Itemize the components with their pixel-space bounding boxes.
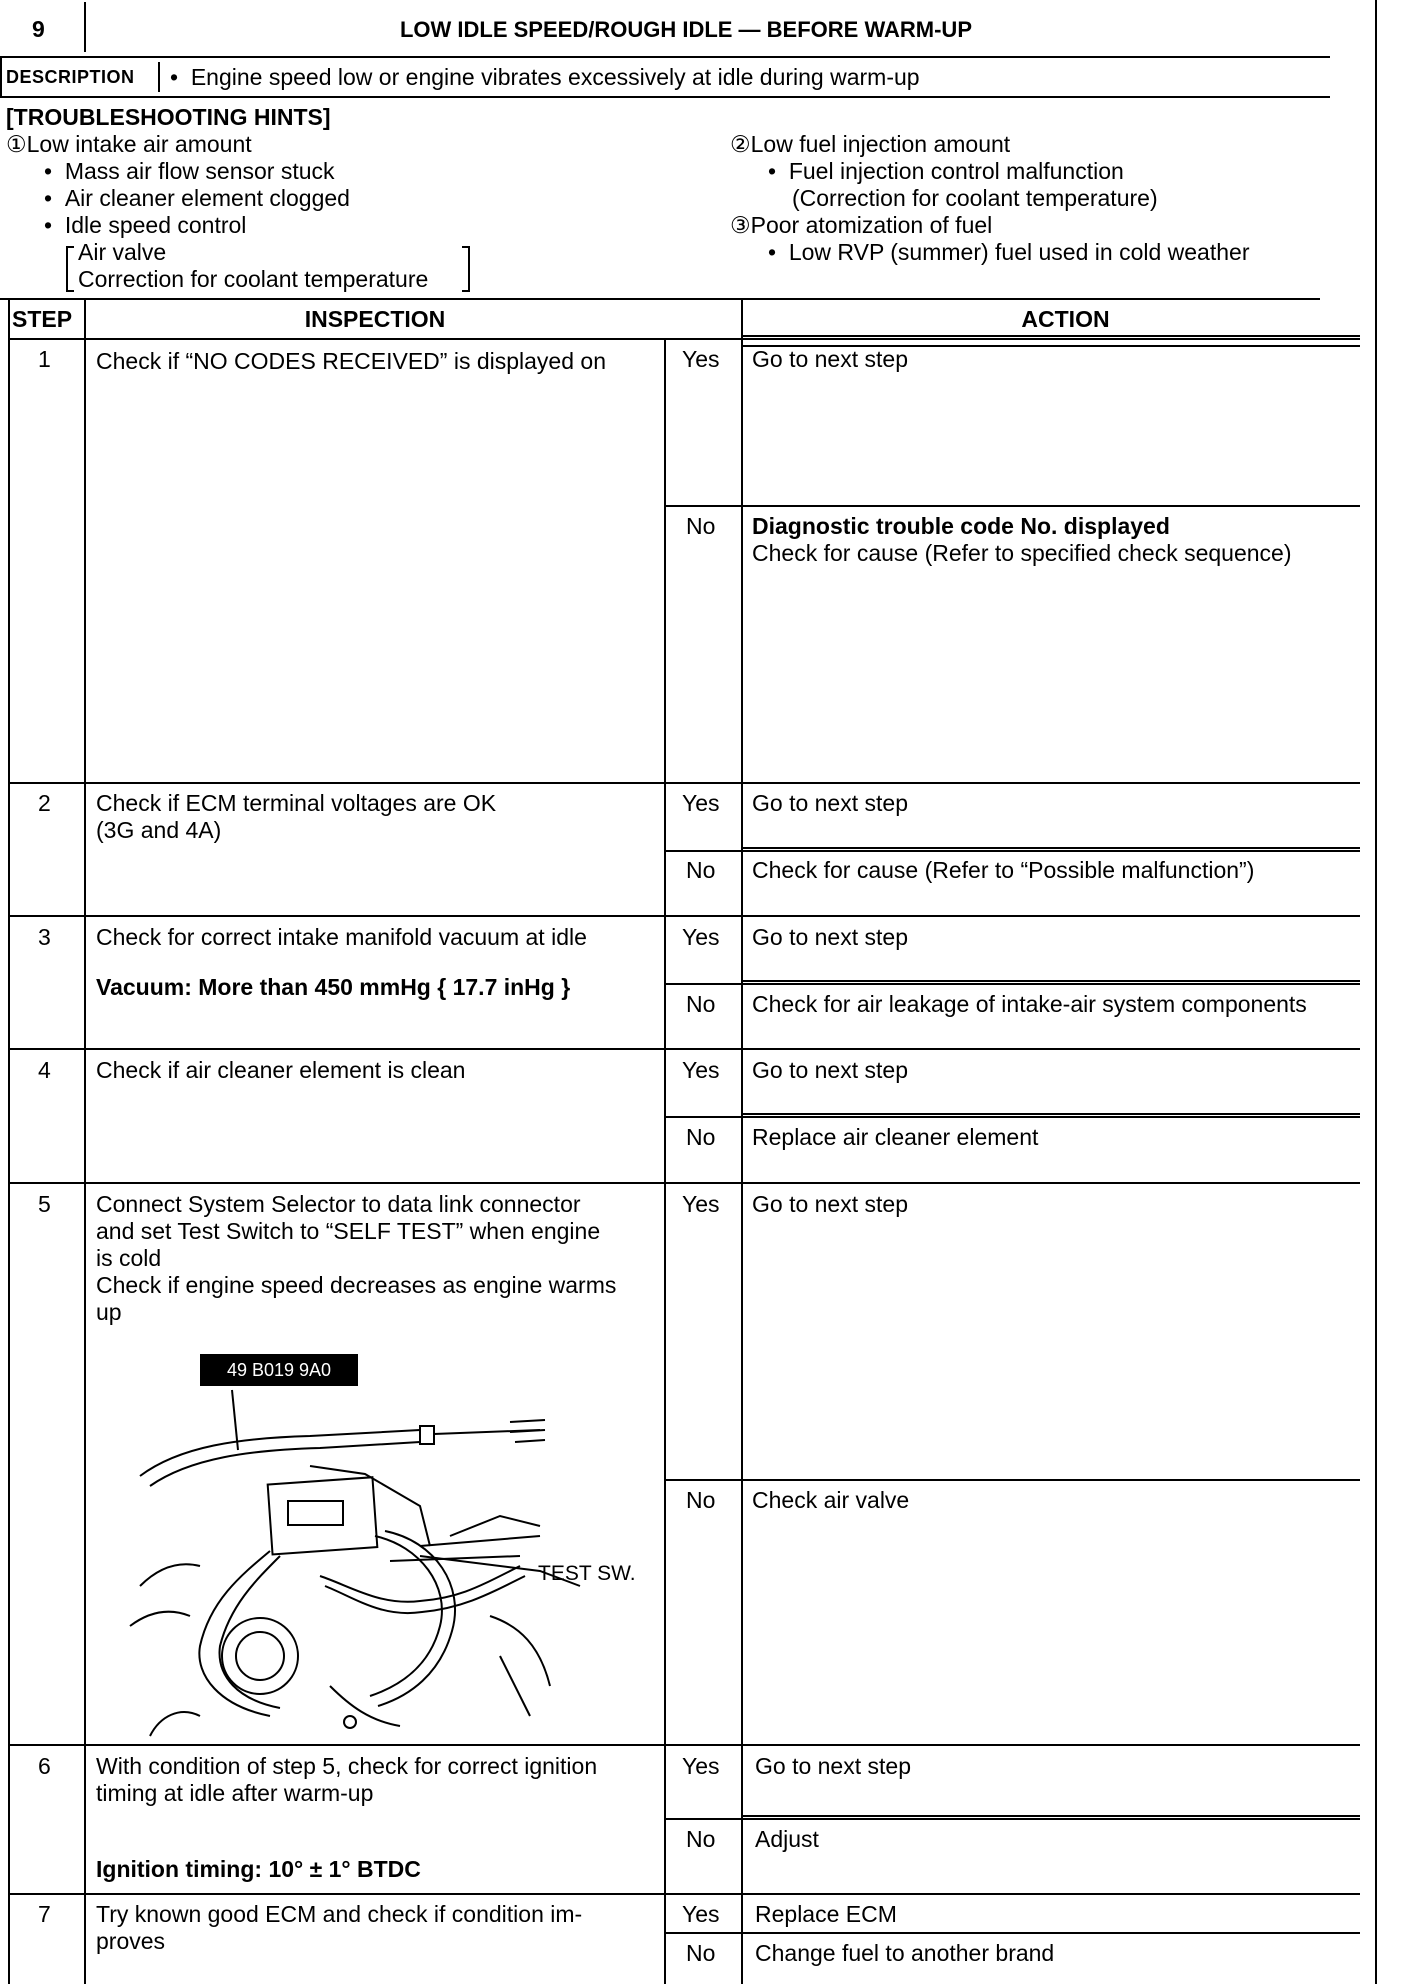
step-5-inspection-line-2: and set Test Switch to “SELF TEST” when engine	[96, 1218, 601, 1244]
hint-1-item-2-text: Air cleaner element clogged	[64, 185, 350, 211]
num-1-icon: ①	[6, 131, 27, 157]
bullet-icon: •	[170, 64, 179, 90]
step-7-no-action: Change fuel to another brand	[755, 1940, 1055, 1966]
step-7-inspection-line-1: Try known good ECM and check if condition im-	[96, 1901, 583, 1927]
hint-3-item: • Low RVP (summer) fuel used in cold weather	[768, 239, 1250, 265]
header-action: ACTION	[1021, 306, 1110, 332]
hint-1-item-1-text: Mass air flow sensor stuck	[64, 158, 335, 184]
step-4-yes-action: Go to next step	[752, 1057, 908, 1083]
num-2-icon: ②	[730, 131, 751, 157]
step-7-yes-action: Replace ECM	[755, 1901, 897, 1927]
step-2-inspection-line-2: (3G and 4A)	[96, 817, 222, 843]
step-3-yes: Yes	[682, 924, 720, 950]
step-6-inspection-line-2: timing at idle after warm-up	[96, 1780, 374, 1806]
step-5-yes-action: Go to next step	[752, 1191, 908, 1217]
hint-3	[730, 212, 1249, 239]
hint-1-sub-1: Air valve	[78, 239, 167, 265]
step-4-inspection: Check if air cleaner element is clean	[96, 1057, 466, 1083]
hint-1-title: Low intake air amount	[26, 131, 252, 157]
step-1-no-action: Check for cause (Refer to specified check sequence)	[752, 540, 1292, 566]
step-3-inspection: Check for correct intake manifold vacuum at idle	[96, 924, 587, 950]
hint-1-sub-2: Correction for coolant temperature	[78, 266, 429, 292]
step-4-number: 4	[38, 1057, 51, 1083]
step-7-no: No	[686, 1940, 716, 1966]
hint-2	[730, 131, 1249, 158]
hint-1-item-2: • Air cleaner element clogged	[44, 185, 350, 211]
step-6-inspection-line-1: With condition of step 5, check for correct ignition	[96, 1753, 598, 1779]
page-title: LOW IDLE SPEED/ROUGH IDLE — BEFORE WARM-UP	[399, 17, 972, 42]
hint-3-title: Poor atomization of fuel	[750, 212, 993, 238]
step-2-no: No	[686, 857, 716, 883]
step-6-yes: Yes	[682, 1753, 720, 1779]
step-1-no-action-title: Diagnostic trouble code No. displayed	[752, 513, 1170, 539]
step-6-no: No	[686, 1826, 716, 1852]
step-2-inspection-line-1: Check if ECM terminal voltages are OK	[96, 790, 497, 816]
step-3-number: 3	[38, 924, 51, 950]
step-6-inspection	[96, 1753, 597, 1807]
test-switch-label: TEST SW.	[538, 1562, 636, 1585]
step-5-inspection-line-5: up	[96, 1299, 122, 1325]
step-2-no-action: Check for cause (Refer to “Possible malfunction”)	[752, 857, 1255, 883]
step-5-no-action: Check air valve	[752, 1487, 910, 1513]
step-6-spec: Ignition timing: 10° ± 1° BTDC	[96, 1856, 421, 1882]
step-2-yes-action: Go to next step	[752, 790, 908, 816]
step-3-yes-action: Go to next step	[752, 924, 908, 950]
step-2-inspection	[96, 790, 496, 844]
step-6-yes-action: Go to next step	[755, 1753, 911, 1779]
hint-1	[6, 131, 428, 158]
step-7-yes: Yes	[682, 1901, 720, 1927]
step-2-number: 2	[38, 790, 51, 816]
step-6-number: 6	[38, 1753, 51, 1779]
hint-1-item-3: • Idle speed control	[44, 212, 247, 238]
step-5-no: No	[686, 1487, 716, 1513]
step-7-number: 7	[38, 1901, 51, 1927]
left-bracket-icon	[66, 246, 74, 292]
step-4-yes: Yes	[682, 1057, 720, 1083]
header-inspection: INSPECTION	[304, 306, 446, 332]
step-3-no-action: Check for air leakage of intake-air system components	[752, 991, 1307, 1017]
step-3-spec: Vacuum: More than 450 mmHg { 17.7 inHg }	[96, 974, 571, 1000]
step-1-number: 1	[38, 346, 51, 372]
step-1-inspection: Check if “NO CODES RECEIVED” is displayed on	[96, 348, 606, 374]
step-5-inspection-line-1: Connect System Selector to data link connector	[96, 1191, 581, 1217]
step-1-no: No	[686, 513, 716, 539]
hint-3-item-text: Low RVP (summer) fuel used in cold weather	[788, 239, 1250, 265]
num-3-icon: ③	[730, 212, 751, 238]
header-step: STEP	[12, 306, 73, 332]
step-5-inspection	[96, 1191, 616, 1326]
step-4-no: No	[686, 1124, 716, 1150]
hint-1-item-1: • Mass air flow sensor stuck	[44, 158, 335, 184]
step-5-inspection-line-4: Check if engine speed decreases as engine warms	[96, 1272, 617, 1298]
hints-title: [TROUBLESHOOTING HINTS]	[6, 104, 331, 130]
step-4-no-action: Replace air cleaner element	[752, 1124, 1039, 1150]
step-2-yes: Yes	[682, 790, 720, 816]
description-label: DESCRIPTION	[6, 67, 135, 87]
step-7-inspection-line-2: proves	[96, 1928, 166, 1954]
step-5-number: 5	[38, 1191, 51, 1217]
step-7-inspection	[96, 1901, 582, 1955]
hint-2-note: (Correction for coolant temperature)	[792, 185, 1158, 211]
hint-2-item: • Fuel injection control malfunction	[768, 158, 1124, 184]
hint-2-title: Low fuel injection amount	[750, 131, 1011, 157]
right-bracket-icon	[462, 246, 470, 292]
hint-2-item-text: Fuel injection control malfunction	[788, 158, 1124, 184]
description-text	[170, 64, 920, 91]
hint-1-item-3-text: Idle speed control	[64, 212, 247, 238]
step-5-inspection-line-3: is cold	[96, 1245, 162, 1271]
section-number: 9	[32, 16, 45, 42]
step-3-no: No	[686, 991, 716, 1017]
description-value: Engine speed low or engine vibrates excessively at idle during warm-up	[190, 64, 920, 90]
tool-label: 49 B019 9A0	[200, 1354, 358, 1386]
step-6-no-action: Adjust	[755, 1826, 819, 1852]
step-1-yes: Yes	[682, 346, 720, 372]
hints-right	[730, 131, 1249, 266]
step-1-yes-action: Go to next step	[752, 346, 908, 372]
step-5-yes: Yes	[682, 1191, 720, 1217]
